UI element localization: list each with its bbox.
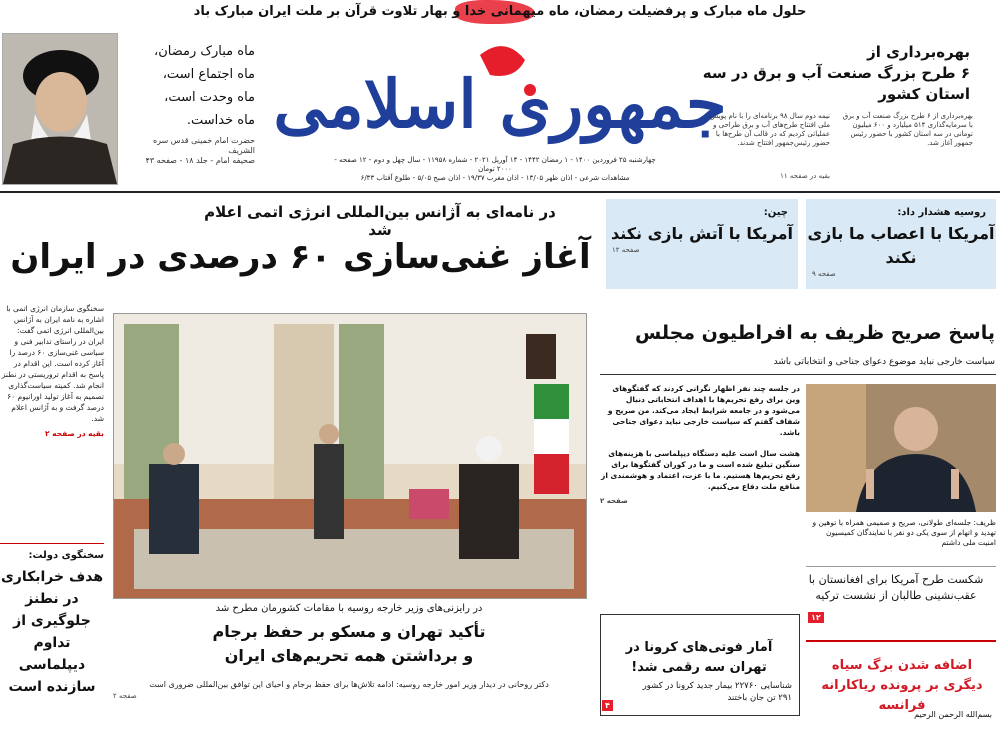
afghan-headline: شکست طرح آمریکا برای افغانستان با عقب‌نشینی طالبان از نشست ترکیه	[808, 573, 984, 602]
zarif-page: صفحه ۲	[600, 497, 628, 505]
russia-page: صفحه ۹	[812, 270, 836, 278]
china-box	[606, 199, 798, 289]
sidebar-text: سخنگوی سازمان انرژی اتمی با اشاره به نامه ایران به آژانس بین‌المللی انرژی اتمی گفت: ایران در راستای تدابیر فنی و سیاسی غنی‌سازی ۶۰ درصد را آغاز کرده است. این اقدام در پاسخ به اقدام تروریستی در نطنز انجام شد. کمیته سیاست‌گذاری تصمیم به آغاز تولید اورانیوم ۶۰ درصد گرفت و به آژانس اعلام شد.	[1, 304, 104, 423]
russia-box	[806, 199, 996, 289]
zarif-paragraph: هشت سال است علیه دستگاه دیپلماسی با هزینه‌های سنگین تبلیغ شده است و ما در کوران گفتگوها برای رفع تحریم‌ها هستیم. ما با عزت، اعتماد و هوشمندی از منافع ملت دفاع می‌کنیم.	[601, 449, 800, 491]
divider	[600, 374, 996, 375]
quote-line: ماه مبارک رمضان،	[154, 44, 255, 59]
quote-line: ماه وحدت است،	[164, 90, 255, 105]
france-sub: بسم‌الله الرحمن الرحیم	[914, 710, 992, 719]
zarif-kicker: سیاست خارجی نباید موضوع دعوای جناحی و انتخاباتی باشد	[773, 357, 995, 367]
meeting-photo-illustration	[114, 314, 586, 598]
china-kicker: چین:	[763, 207, 788, 218]
quote-source: صحیفه امام - جلد ۱۸ - صفحه ۴۳	[145, 156, 255, 165]
zarif-body	[600, 383, 800, 507]
corona-stat-line: ۲۹۱ تن جان باختند	[727, 693, 792, 703]
story-headline: ۶ طرح بزرگ صنعت آب و برق در سه استان کشور	[702, 64, 970, 103]
france-headline: اضافه شدن برگ سیاه دیگری بر پرونده ریاکارانه فرانسه	[821, 658, 983, 713]
prayer-times: مشاهدات شرعی - اذان ظهر ۱۳/۰۵ - اذان مغرب ۱۹/۳۷ - اذان صبح ۵/۰۵ - طلوع آفتاب ۶/۳۳	[360, 174, 630, 182]
power-projects-col1: بهره‌برداری از ۶ طرح بزرگ صنعت آب و برق با سرمایه‌گذاری ۵۱۴ میلیارد و ۶۰۰ میلیون تومانی در سه استان کشور با حضور رئیس جمهور آغاز شد.	[842, 112, 973, 147]
divider	[0, 543, 104, 544]
spokesman-kicker: سخنگوی دولت:	[28, 550, 104, 561]
main-story-kicker: در نامه‌ای به آژانس بین‌المللی انرژی اتمی اعلام شد	[204, 203, 556, 239]
afghan-page-tag: ۱۲	[808, 612, 824, 623]
power-projects-story	[700, 42, 970, 105]
corona-stat-line: شناسایی ۲۲۷۶۰ بیمار جدید کرونا در کشور	[642, 681, 792, 691]
photo-page-ref: صفحه ۲	[113, 692, 137, 700]
quote-line: ماه اجتماع است،	[162, 67, 255, 82]
photo-caption-body: دکتر روحانی در دیدار وزیر امور خارجه روسیه: ادامه تلاش‌ها برای حفظ برجام و احیای این توافق بین‌المللی ضروری است	[149, 680, 549, 689]
caption-line: تأکید تهران و مسکو بر حفظ برجام	[212, 622, 486, 641]
quote-attribution: حضرت امام خمینی قدس سره الشریف	[152, 136, 255, 155]
issue-info: چهارشنبه ۲۵ فروردین ۱۴۰۰ - ۱ رمضان ۱۴۴۲ - ۱۴ آوریل ۲۰۲۱ - شماره ۱۱۹۵۸ - سال چهل و دوم - ۱۲ صفحه - ۲۰۰۰ تومان	[334, 156, 656, 173]
power-projects-col2: نیمه دوم سال ۹۸ برنامه‌ای را با نام پویش ملی افتتاح طرح‌های آب و برق طراحی و عملیاتی کردیم که در قالب آن طرح‌ها با حضور رئیس‌جمهور افتتاح شدند.	[709, 112, 830, 147]
main-story-headline: آغاز غنی‌سازی ۶۰ درصدی در ایران	[10, 237, 591, 277]
divider	[806, 566, 996, 567]
divider	[806, 640, 996, 642]
ramadan-quote	[125, 40, 255, 166]
masthead-title: جمهوری اسلامی	[273, 65, 727, 143]
zarif-photo-caption: ظریف: جلسه‌ای طولانی، صریح و صمیمی همراه با توهین و تهدید و اتهام از سوی یکی دو نفر با نمایندگان کمیسیون امنیت ملی داشتم	[812, 518, 996, 547]
caption-line: و برداشتن همه تحریم‌های ایران	[224, 646, 474, 665]
photo-caption-kicker: در رایزنی‌های وزیر خارجه روسیه با مقامات کشورمان مطرح شد	[215, 603, 483, 614]
spokesman-headline: هدف خرابکاری در نطنز جلوگیری از تداوم دیپلماسی سازنده است	[0, 569, 104, 695]
zarif-headline: پاسخ صریح ظریف به افراطیون مجلس	[635, 322, 995, 344]
russia-headline: آمریکا با اعصاب ما بازی نکند	[807, 224, 995, 267]
russia-kicker: روسیه هشدار داد:	[897, 207, 986, 218]
masthead-info	[330, 156, 660, 183]
zarif-photo-illustration	[806, 384, 996, 512]
story-kicker: بهره‌برداری از	[867, 43, 970, 61]
imam-portrait-image	[2, 33, 118, 185]
china-headline: آمریکا با آتش بازی نکند	[610, 224, 794, 243]
photo-caption-headline	[113, 620, 585, 668]
corona-stats	[606, 680, 792, 704]
corona-page-tag: ۴	[602, 700, 613, 711]
top-headline: حلول ماه مبارک و پرفضیلت رمضان، ماه میهمانی خدا و بهار تلاوت قرآن بر ملت ایران مبارک باد	[193, 4, 807, 19]
corona-headline: آمار فوتی‌های کرونا در تهران سه رقمی شد!	[625, 640, 773, 675]
divider	[0, 191, 1000, 193]
meeting-photo	[113, 313, 587, 599]
portrait-illustration	[3, 34, 117, 184]
quote-line: ماه خداست.	[186, 113, 255, 128]
zarif-paragraph: در جلسه چند نفر اظهار نگرانی کردند که گفتگوهای وین برای رفع تحریم‌ها با اهداف انتخاباتی دنبال می‌شود و در جامعه شرایط ایجاد می‌کند. من صریح و شفاف گفتم که سیاست خارجی نباید دعوای جناحی باشد.	[607, 384, 800, 437]
zarif-photo	[806, 384, 996, 512]
sidebar-page-ref: بقیه در صفحه ۲	[44, 429, 104, 438]
main-story-sidebar-text	[0, 303, 104, 439]
china-page: صفحه ۱۲	[612, 246, 640, 254]
masthead-logotype	[273, 35, 727, 150]
page-ref: بقیه در صفحه ۱۱	[780, 172, 830, 180]
masthead-logo	[273, 35, 727, 150]
